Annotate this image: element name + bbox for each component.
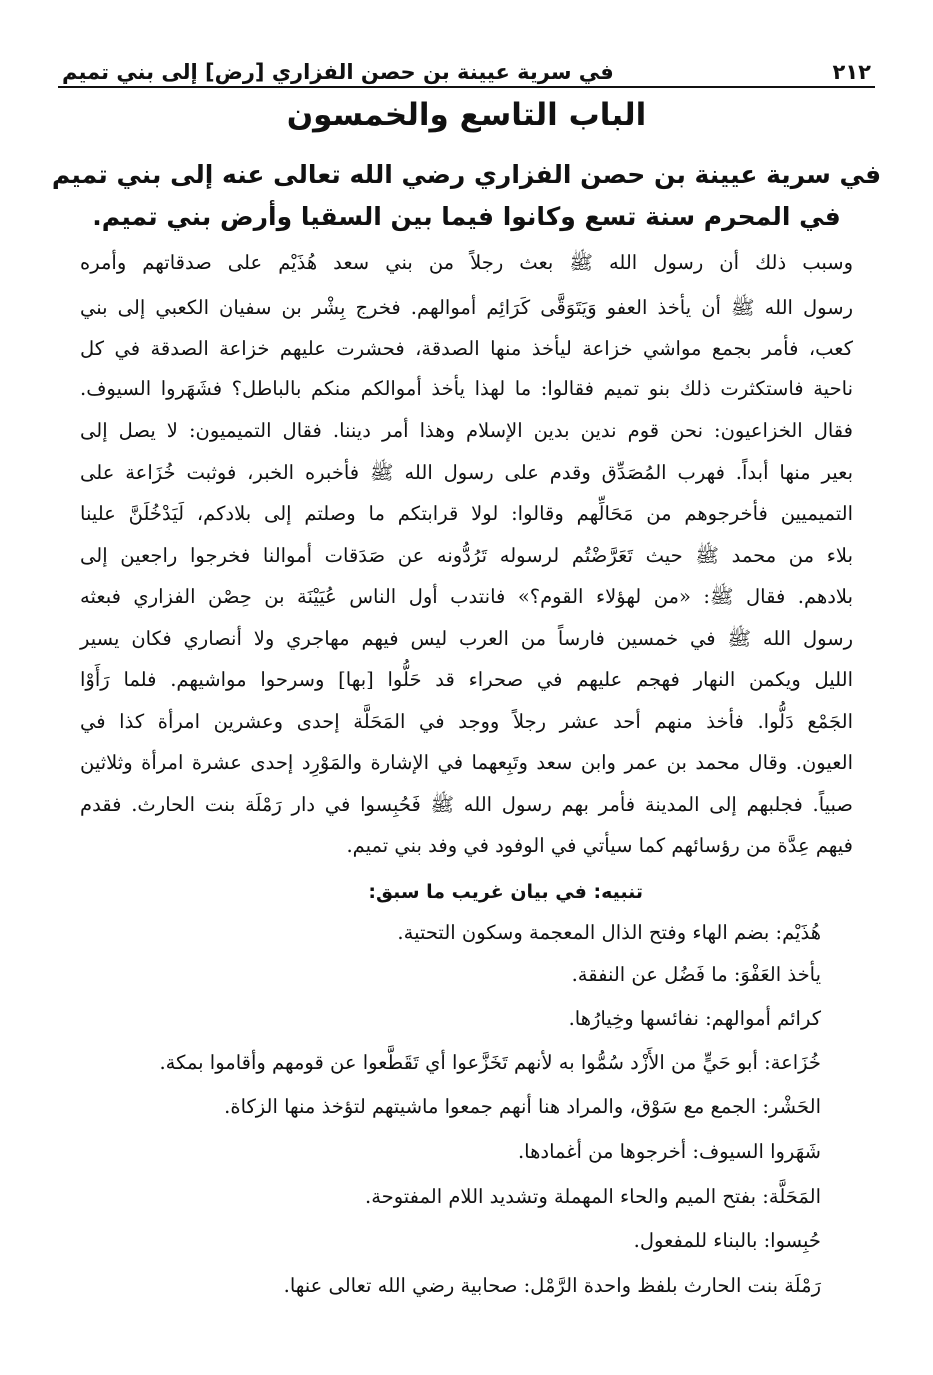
body-line: رسول الله ﷺ أن يأخذ العفو وَيَتَوَقَّى كَرَائِم أموالهم. فخرج بِشْر بن سفيان الكعبي إلى بني [80, 296, 853, 319]
chapter-subtitle-line: في المحرم سنة تسع وكانوا فيما بين السقيا وأرض بني تميم. [92, 202, 841, 231]
glossary-item: كرائم أموالهم: نفائسها وخِيارُها. [568, 1007, 821, 1030]
body-line: كعب، فأمر بجمع مواشي خزاعة ليأخذ منها الصدقة، فحشرت عليهم خزاعة الصدقة في كل [80, 337, 853, 360]
glossary-item: رَمْلَة بنت الحارث بلفظ واحدة الرَّمْل: صحابية رضي الله تعالى عنها. [283, 1274, 821, 1297]
header-rule [58, 86, 875, 88]
body-line: بلادهم. فقال ﷺ: «من لهؤلاء القوم؟» فانتدب أول الناس عُيَيْنَة بن حِصْن الفزاري فبعثه [80, 585, 853, 608]
body-line: بعير منها أبداً. فهرب المُصَدِّق وقدم على رسول الله ﷺ فأخبره الخبر، فوثبت خُزَاعة على [80, 461, 853, 484]
running-header [62, 44, 871, 84]
chapter-subtitle-line: في سرية عيينة بن حصن الفزاري رضي الله تعالى عنه إلى بني تميم [51, 160, 882, 189]
body-line: صبياً. فجلبهم إلى المدينة فأمر بهم رسول الله ﷺ فَحُبِسوا في دار رَمْلَة بنت الحارث. فقدم [80, 793, 853, 816]
body-line: وسبب ذلك أن رسول الله ﷺ بعث رجلاً من بني سعد هُذَيْم على صدقاتهم وأمره [80, 251, 853, 274]
glossary-item: المَحَلَّة: بفتح الميم والحاء المهملة وتشديد اللام المفتوحة. [365, 1185, 821, 1208]
glossary-item: الحَشْر: الجمع مع سَوْق، والمراد هنا أنهم جمعوا ماشيتهم لتؤخذ منها الزكاة. [224, 1095, 821, 1118]
glossary-item: هُذَيْم: بضم الهاء وفتح الذال المعجمة وسكون التحتية. [397, 921, 821, 944]
body-line: العيون. وقال محمد بن عمر وابن سعد وتَبِعهما في الإشارة والمَوْرِد إحدى عشرة امرأة وثلاثين [80, 751, 853, 774]
page-number: ٢١٢ [832, 60, 871, 84]
glossary-item: خُزَاعة: أبو حَيٍّ من الأَزْد سُمُّوا به لأنهم تَخَزَّعوا أي تَقَطَّعوا عن قومهم وأقاموا بمكة. [159, 1051, 821, 1074]
body-line: فيهم عِدَّة من رؤسائهم كما سيأتي في الوفود في وفد بني تميم. [346, 834, 853, 857]
glossary-item: يأخذ العَفْوَ: ما فَضُل عن النفقة. [571, 963, 821, 986]
body-line: فقال الخزاعيون: نحن قوم ندين بدين الإسلام وهذا أمر ديننا. فقال التميميون: لا يصل إلى [80, 419, 853, 442]
body-line: التميميين فأخرجوهم من مَحَالِّهم وقالوا: لولا قرابتكم ما وصلتم إلى بلادكم، لَيَدْخُلَنَّ علينا [80, 502, 853, 525]
glossary-item: حُبِسوا: بالبناء للمفعول. [633, 1229, 821, 1252]
body-line: ناحية فاستكثرت ذلك بنو تميم فقالوا: ما لهذا يأخذ أموالكم منكم بالباطل؟ فشَهَروا السيوف. [80, 377, 853, 400]
body-line: بلاء من محمد ﷺ حيث تَعَرَّضْتُم لرسوله تَرُدُّونه عن صَدَقات أموالنا فخرجوا راجعين إلى [80, 544, 853, 567]
body-line: الجَمْع دَلُّوا. فأخذ منهم أحد عشر رجلاً ووجد في المَحَلَّة إحدى وعشرين امرأة كذا في [80, 710, 853, 733]
chapter-title: الباب التاسع والخمسون [286, 97, 647, 133]
glossary-item: شَهَروا السيوف: أخرجوها من أغمادها. [517, 1140, 821, 1163]
body-line: رسول الله ﷺ في خمسين فارساً من العرب ليس فيهم مهاجري ولا أنصاري فكان يسير [80, 627, 853, 650]
body-line: الليل ويكمن النهار فهجم عليهم في صحراء قد حَلُّوا [بها] وسرحوا مواشيهم. فلما رَأَوْا [80, 668, 853, 691]
notes-heading: تنبيه: في بيان غريب ما سبق: [368, 881, 643, 903]
running-title: في سرية عيينة بن حصن الفزاري [رض] إلى بني تميم [62, 60, 614, 84]
